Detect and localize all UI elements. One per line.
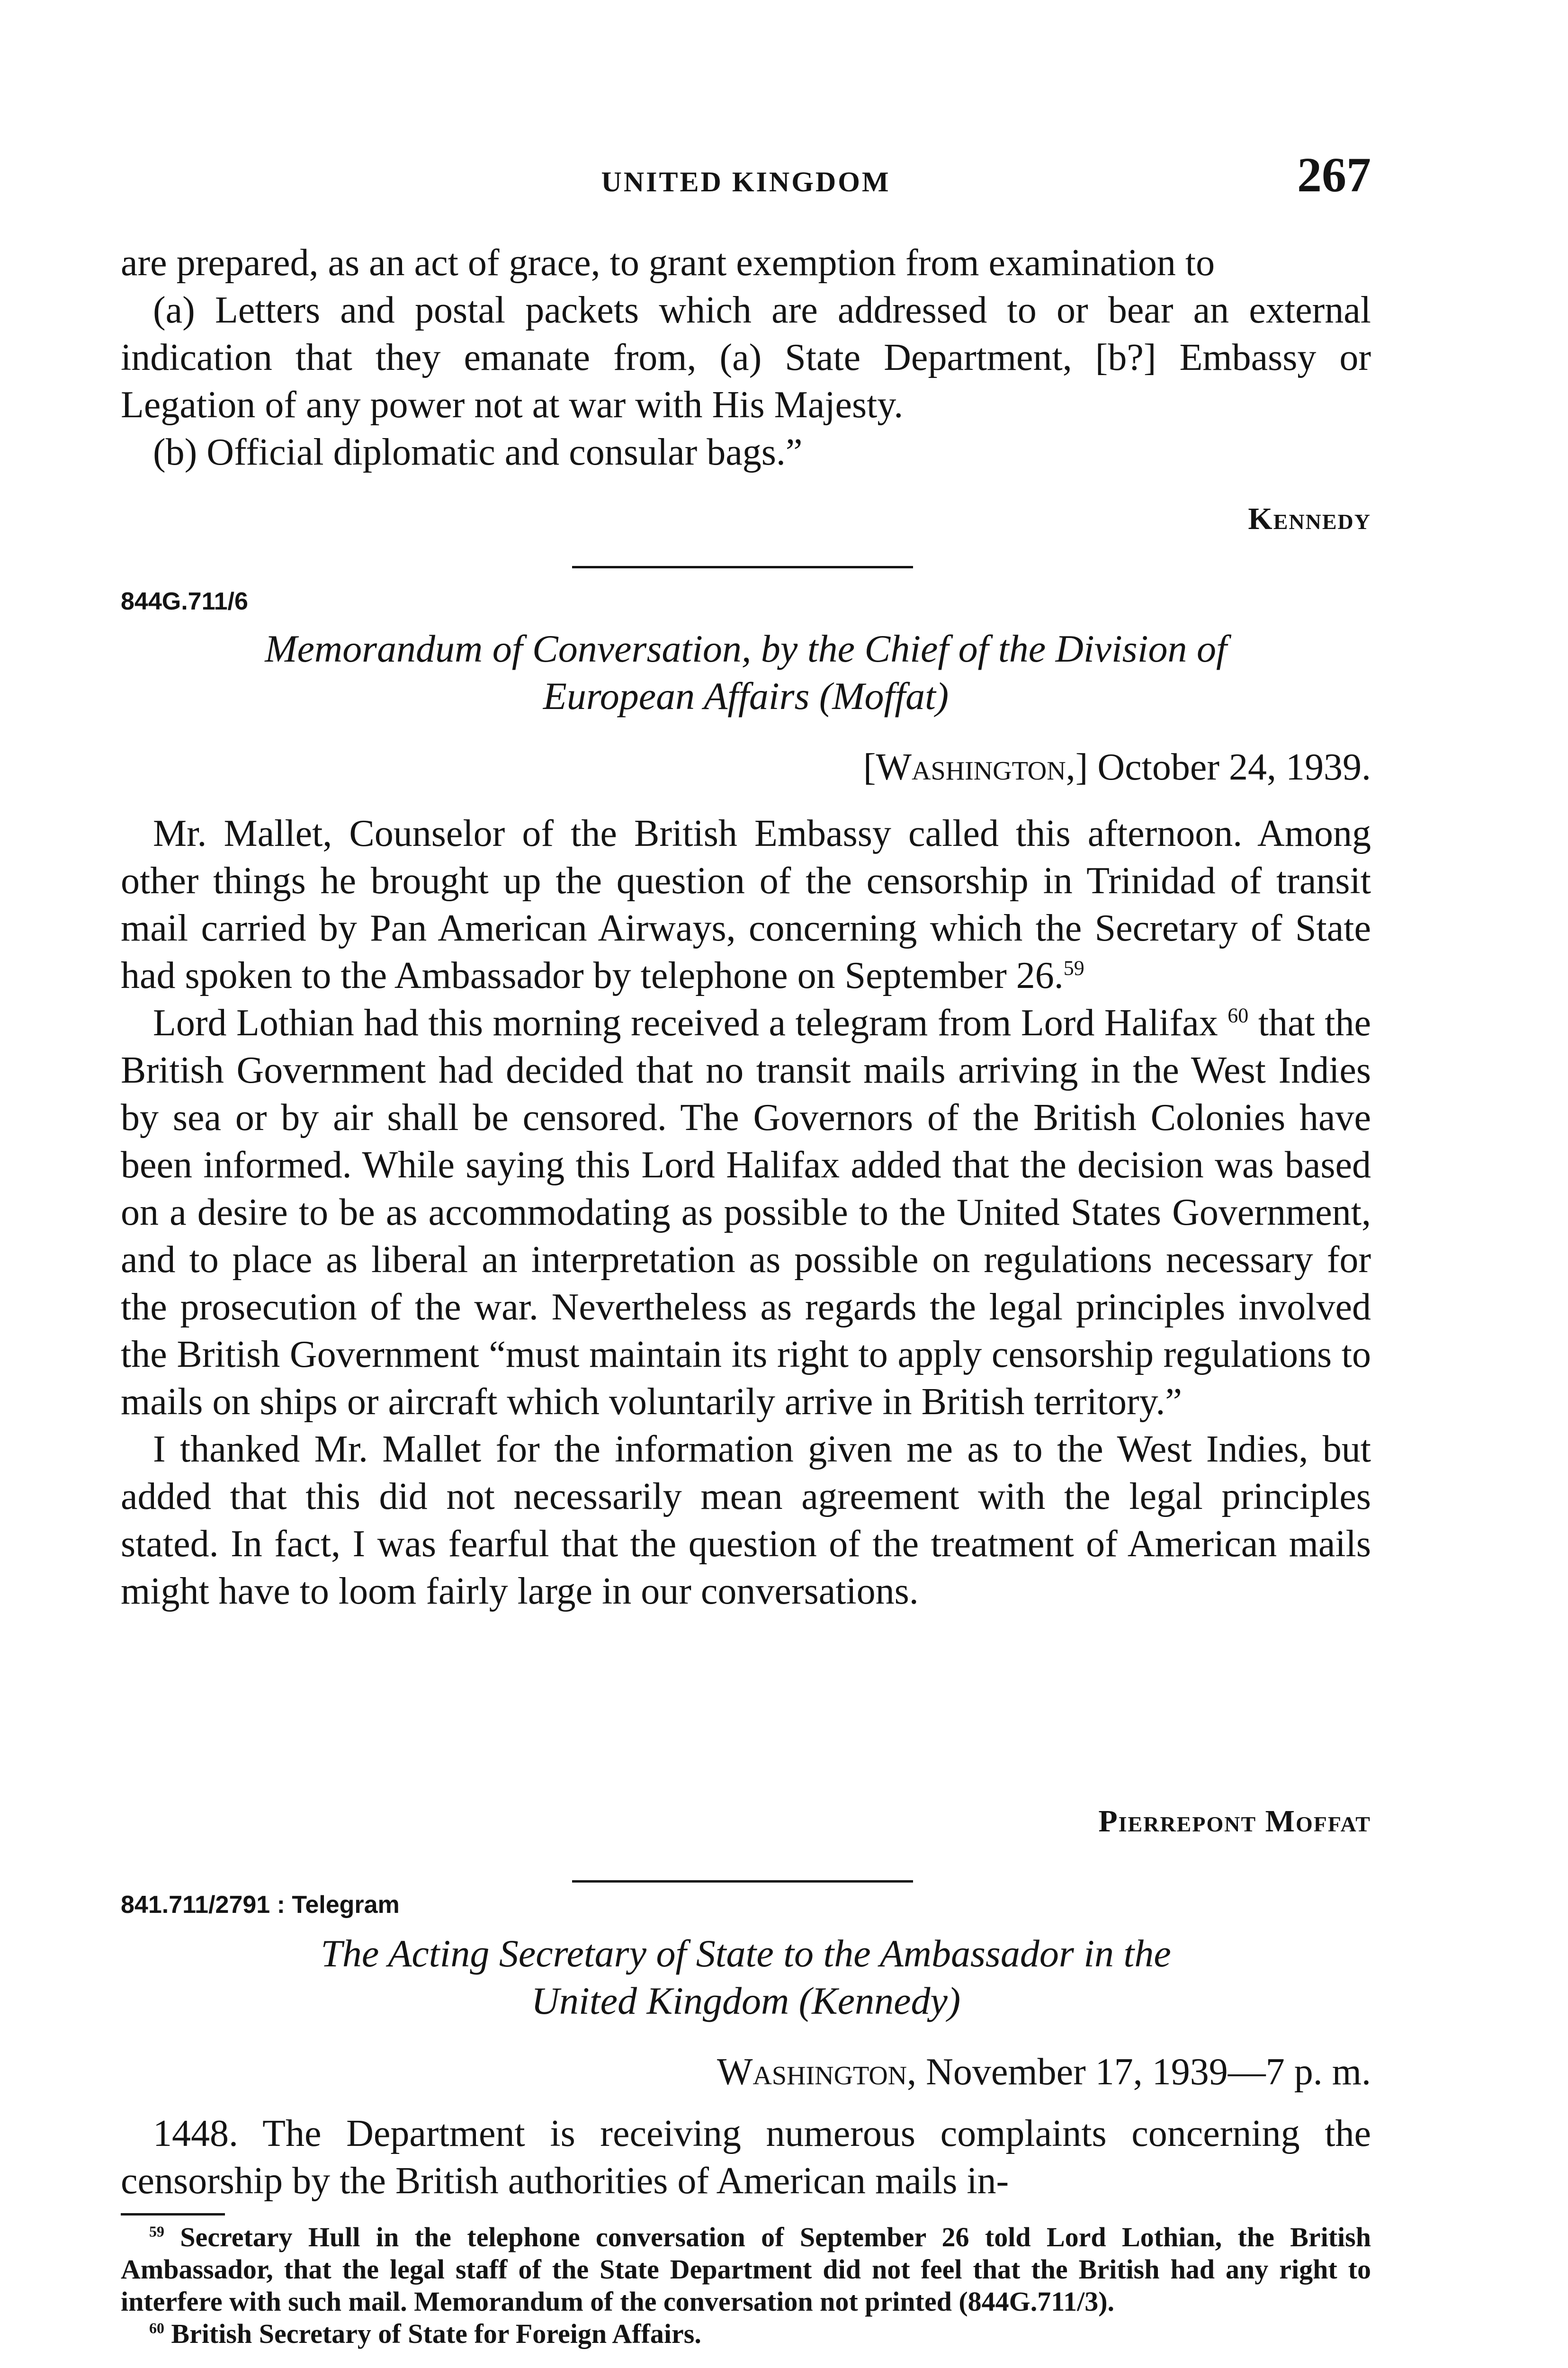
continuation-item-b: (b) Official diplomatic and consular bags.”	[153, 431, 803, 473]
footnotes	[121, 2221, 1371, 2350]
memo-body	[121, 810, 1371, 1615]
telegram-file-number: 841.711/2791 : Telegram	[121, 1891, 400, 1919]
memo-paragraph-1	[121, 810, 1371, 999]
memo-paragraph-2	[121, 999, 1371, 1426]
memo-paragraph-1-text: Mr. Mallet, Counselor of the British Embassy called this afternoon. Among other things he brought up the question of the censorship in Trinidad of transit mail carried by Pan American Airways, concerning which the Secretary of State had spoken to the Ambassador by telephone on September 26.	[121, 813, 1371, 996]
continuation-intro: are prepared, as an act of grace, to grant exemption from examination to	[121, 242, 1215, 284]
footnote-ref-60: 60	[1228, 1004, 1249, 1027]
footnote-59	[121, 2221, 1371, 2318]
memo-dateline-date: October 24, 1939.	[1097, 746, 1371, 788]
running-head-title: UNITED KINGDOM	[601, 166, 891, 197]
moffat-signature: Pierrepont Moffat	[1098, 1804, 1371, 1839]
footnote-rule	[121, 2213, 225, 2216]
memo-paragraph-2-rest: that the British Government had decided that no transit mails arriving in the West Indies by sea or by air shall be censored. The Governors of the British Colonies have been informed. While saying this Lord Halifax added that the decision was based on a desire to be as accommodating as possible to the United States Government, and to place as liberal an interpretation as possible on regulations necessary for the prosecution of the war. Nevertheless as regards the legal principles involved the British Government “must maintain its right to apply censorship regulations to mails on ships or aircraft which voluntarily arrive in British territory.”	[121, 1002, 1371, 1423]
kennedy-signature: Kennedy	[1248, 502, 1371, 536]
continuation-text	[121, 239, 1371, 476]
telegram-dateline	[717, 2051, 1371, 2094]
telegram-body	[121, 2110, 1371, 2205]
footnote-60-mark: 60	[149, 2320, 164, 2337]
memo-heading	[121, 625, 1371, 720]
telegram-paragraph-1: 1448. The Department is receiving numerous complaints concerning the censorship by the British authorities of American mails in-	[121, 2113, 1371, 2202]
page-number: 267	[1297, 148, 1371, 202]
continuation-item-a: (a) Letters and postal packets which are addressed to or bear an external indication that they emanate from, (a) State Department, [b?] Embassy or Legation of any power not at war with His Majesty.	[121, 289, 1371, 426]
memo-dateline	[863, 746, 1371, 789]
memo-dateline-place: [Washington,]	[863, 746, 1088, 788]
telegram-dateline-date: November 17, 1939—7 p. m.	[926, 2051, 1371, 2093]
section-rule	[572, 1880, 913, 1883]
footnote-ref-59: 59	[1063, 956, 1084, 980]
footnote-59-mark: 59	[149, 2223, 164, 2240]
telegram-heading-line-2: United Kingdom (Kennedy)	[531, 1979, 961, 2022]
telegram-dateline-place: Washington,	[717, 2051, 917, 2093]
telegram-heading	[121, 1930, 1371, 2025]
section-rule	[572, 566, 913, 568]
memo-heading-line-1: Memorandum of Conversation, by the Chief of the Division of	[265, 627, 1227, 670]
footnote-60	[121, 2318, 1371, 2350]
memo-heading-line-2: European Affairs (Moffat)	[543, 674, 949, 718]
memo-file-number: 844G.711/6	[121, 588, 248, 615]
footnote-60-text: British Secretary of State for Foreign Affairs.	[171, 2318, 701, 2349]
footnote-59-text: Secretary Hull in the telephone conversation of September 26 told Lord Lothian, the British Ambassador, that the legal staff of the State Department did not feel that the British had any right to interfere with such mail. Memorandum of the conversation not printed (844G.711/3).	[121, 2222, 1371, 2317]
telegram-heading-line-1: The Acting Secretary of State to the Ambassador in the	[321, 1932, 1171, 1975]
memo-paragraph-2-start: Lord Lothian had this morning received a telegram from Lord Halifax	[153, 1002, 1218, 1044]
memo-paragraph-3: I thanked Mr. Mallet for the information given me as to the West Indies, but added that this did not necessarily mean agreement with the legal principles stated. In fact, I was fearful that the question of the treatment of American mails might have to loom fairly large in our conversations.	[121, 1428, 1371, 1612]
running-head	[121, 147, 1371, 204]
